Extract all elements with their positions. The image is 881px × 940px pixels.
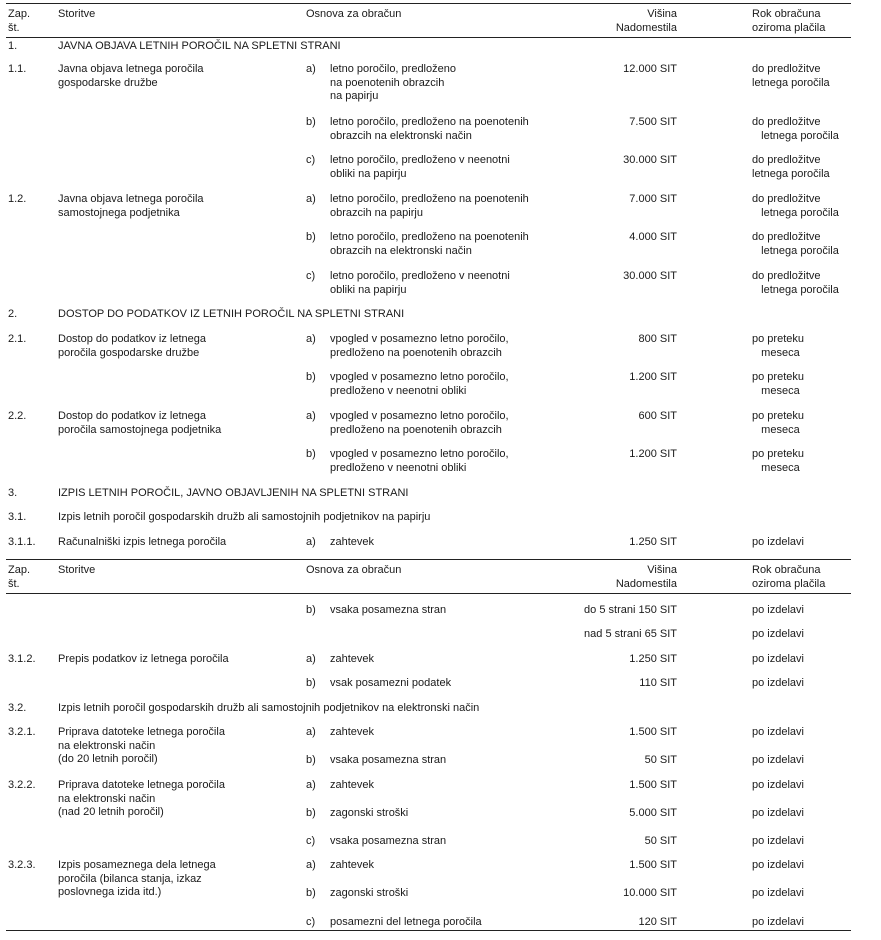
payment-term: po izdelavi — [752, 604, 804, 616]
fee-amount: 1.250 SIT — [629, 653, 677, 665]
basis-text: letno poročilo, predloženo na poenotenih obrazcih na elektronski način — [330, 116, 529, 142]
section-heading: DOSTOP DO PODATKOV IZ LETNIH POROČIL NA SPLETNI STRANI — [58, 308, 405, 320]
payment-term: do predložitve letnega poročila — [752, 63, 830, 89]
payment-term: po preteku meseca — [752, 371, 804, 397]
item-letter: b) — [306, 371, 316, 383]
row-number: 3.1.1. — [8, 536, 36, 548]
table-rule — [6, 930, 851, 931]
table-rule — [6, 559, 851, 560]
fee-amount: 30.000 SIT — [623, 270, 677, 282]
basis-text: posamezni del letnega poročila — [330, 916, 482, 928]
table-rule — [6, 3, 851, 4]
service-name: Dostop do podatkov iz letnega poročila gospodarske družbe — [58, 333, 206, 359]
item-letter: b) — [306, 604, 316, 616]
service-name: Priprava datoteke letnega poročila na elektronski način (nad 20 letnih poročil) — [58, 779, 225, 818]
item-letter: a) — [306, 536, 316, 548]
item-letter: b) — [306, 807, 316, 819]
fee-amount: 30.000 SIT — [623, 154, 677, 166]
header-rok: Rok obračuna oziroma plačila — [752, 8, 826, 34]
basis-text: letno poročilo, predloženo na poenotenih obrazcih na papirju — [330, 63, 456, 102]
item-letter: a) — [306, 859, 316, 871]
service-name: Javna objava letnega poročila gospodarske družbe — [58, 63, 204, 89]
fee-amount: 110 SIT — [639, 677, 677, 689]
item-letter: c) — [306, 154, 316, 166]
header-storitve: Storitve — [58, 8, 96, 20]
row-number: 3.2.3. — [8, 859, 36, 871]
header-osnova: Osnova za obračun — [306, 8, 402, 20]
service-name: Dostop do podatkov iz letnega poročila samostojnega podjetnika — [58, 410, 222, 436]
item-letter: c) — [306, 270, 316, 282]
fee-amount: 1.250 SIT — [629, 536, 677, 548]
row-number: 1.1. — [8, 63, 27, 75]
item-letter: a) — [306, 653, 316, 665]
basis-text: zahtevek — [330, 536, 375, 548]
payment-term: po izdelavi — [752, 887, 804, 899]
basis-text: zahtevek — [330, 859, 375, 871]
payment-term: po izdelavi — [752, 726, 804, 738]
basis-text: vpogled v posamezno letno poročilo, predloženo v neenotni obliki — [330, 371, 509, 397]
fee-amount: 7.000 SIT — [629, 193, 677, 205]
row-number: 1. — [8, 40, 18, 52]
item-letter: a) — [306, 333, 316, 345]
item-letter: b) — [306, 116, 316, 128]
basis-text: zagonski stroški — [330, 807, 409, 819]
payment-term: po izdelavi — [752, 916, 804, 928]
section-heading: JAVNA OBJAVA LETNIH POROČIL NA SPLETNI STRANI — [58, 40, 341, 52]
item-letter: b) — [306, 677, 316, 689]
item-letter: c) — [306, 916, 316, 928]
fee-amount: 1.200 SIT — [629, 371, 677, 383]
item-letter: a) — [306, 193, 316, 205]
fee-amount: 10.000 SIT — [623, 887, 677, 899]
table-rule — [6, 37, 851, 38]
payment-term: po izdelavi — [752, 807, 804, 819]
item-letter: a) — [306, 779, 316, 791]
payment-term: po preteku meseca — [752, 333, 804, 359]
item-letter: a) — [306, 410, 316, 422]
payment-term: po izdelavi — [752, 835, 804, 847]
item-letter: b) — [306, 231, 316, 243]
service-name: Izpis posameznega dela letnega poročila (bilanca stanja, izkaz poslovnega izida itd.) — [58, 859, 216, 898]
basis-text: zahtevek — [330, 726, 375, 738]
basis-text: zahtevek — [330, 779, 375, 791]
basis-text: vpogled v posamezno letno poročilo, predloženo v neenotni obliki — [330, 448, 509, 474]
fee-amount: 5.000 SIT — [629, 807, 677, 819]
fee-amount: 600 SIT — [638, 410, 677, 422]
basis-text: vpogled v posamezno letno poročilo, predloženo na poenotenih obrazcih — [330, 333, 509, 359]
payment-term: po izdelavi — [752, 779, 804, 791]
row-number: 3.2.2. — [8, 779, 36, 791]
section-heading: Izpis letnih poročil gospodarskih družb ali samostojnih podjetnikov na papirju — [58, 511, 431, 523]
fee-amount: 4.000 SIT — [629, 231, 677, 243]
payment-term: do predložitve letnega poročila — [752, 270, 839, 296]
basis-text: vsak posamezni podatek — [330, 677, 452, 689]
header-visina: Višina Nadomestila — [615, 564, 677, 590]
row-number: 3.1. — [8, 511, 27, 523]
item-letter: a) — [306, 63, 316, 75]
row-number: 3.2. — [8, 702, 27, 714]
payment-term: po preteku meseca — [752, 448, 804, 474]
item-letter: b) — [306, 887, 316, 899]
payment-term: po izdelavi — [752, 677, 804, 689]
payment-term: po preteku meseca — [752, 410, 804, 436]
basis-text: letno poročilo, predloženo v neenotni obliki na papirju — [330, 154, 510, 180]
header-storitve: Storitve — [58, 564, 96, 576]
header-osnova: Osnova za obračun — [306, 564, 402, 576]
fee-amount: 1.500 SIT — [629, 859, 677, 871]
payment-term: po izdelavi — [752, 859, 804, 871]
row-number: 2.2. — [8, 410, 27, 422]
payment-term: po izdelavi — [752, 754, 804, 766]
table-rule — [6, 593, 851, 594]
item-letter: b) — [306, 754, 316, 766]
basis-text: vsaka posamezna stran — [330, 835, 447, 847]
basis-text: vsaka posamezna stran — [330, 604, 447, 616]
row-number: 2.1. — [8, 333, 27, 345]
fee-amount: 1.500 SIT — [629, 779, 677, 791]
section-heading: Izpis letnih poročil gospodarskih družb ali samostojnih podjetnikov na elektronski način — [58, 702, 480, 714]
fee-amount: 120 SIT — [638, 916, 677, 928]
basis-text: letno poročilo, predloženo na poenotenih obrazcih na elektronski način — [330, 231, 529, 257]
fee-amount: nad 5 strani 65 SIT — [584, 628, 677, 640]
service-name: Računalniški izpis letnega poročila — [58, 536, 227, 548]
fee-amount: do 5 strani 150 SIT — [584, 604, 677, 616]
item-letter: a) — [306, 726, 316, 738]
basis-text: vsaka posamezna stran — [330, 754, 447, 766]
header-zap: Zap. št. — [8, 564, 31, 590]
fee-amount: 1.200 SIT — [629, 448, 677, 460]
payment-term: do predložitve letnega poročila — [752, 116, 839, 142]
fee-amount: 800 SIT — [638, 333, 677, 345]
header-rok: Rok obračuna oziroma plačila — [752, 564, 826, 590]
row-number: 3. — [8, 487, 18, 499]
header-visina: Višina Nadomestila — [615, 8, 677, 34]
fee-amount: 50 SIT — [644, 835, 677, 847]
basis-text: vpogled v posamezno letno poročilo, predloženo na poenotenih obrazcih — [330, 410, 509, 436]
service-name: Javna objava letnega poročila samostojnega podjetnika — [58, 193, 204, 219]
payment-term: do predložitve letnega poročila — [752, 193, 839, 219]
service-name: Prepis podatkov iz letnega poročila — [58, 653, 229, 665]
basis-text: zahtevek — [330, 653, 375, 665]
fee-amount: 12.000 SIT — [623, 63, 677, 75]
payment-term: do predložitve letnega poročila — [752, 231, 839, 257]
row-number: 3.1.2. — [8, 653, 36, 665]
payment-term: do predložitve letnega poročila — [752, 154, 830, 180]
basis-text: letno poročilo, predloženo v neenotni obliki na papirju — [330, 270, 510, 296]
fee-amount: 1.500 SIT — [629, 726, 677, 738]
fee-amount: 7.500 SIT — [629, 116, 677, 128]
row-number: 2. — [8, 308, 18, 320]
row-number: 1.2. — [8, 193, 27, 205]
basis-text: zagonski stroški — [330, 887, 409, 899]
payment-term: po izdelavi — [752, 653, 804, 665]
item-letter: b) — [306, 448, 316, 460]
item-letter: c) — [306, 835, 316, 847]
section-heading: IZPIS LETNIH POROČIL, JAVNO OBJAVLJENIH NA SPLETNI STRANI — [58, 487, 409, 499]
fee-amount: 50 SIT — [644, 754, 677, 766]
payment-term: po izdelavi — [752, 628, 804, 640]
payment-term: po izdelavi — [752, 536, 804, 548]
row-number: 3.2.1. — [8, 726, 36, 738]
basis-text: letno poročilo, predloženo na poenotenih obrazcih na papirju — [330, 193, 529, 219]
header-zap: Zap. št. — [8, 8, 31, 34]
service-name: Priprava datoteke letnega poročila na elektronski način (do 20 letnih poročil) — [58, 726, 225, 765]
